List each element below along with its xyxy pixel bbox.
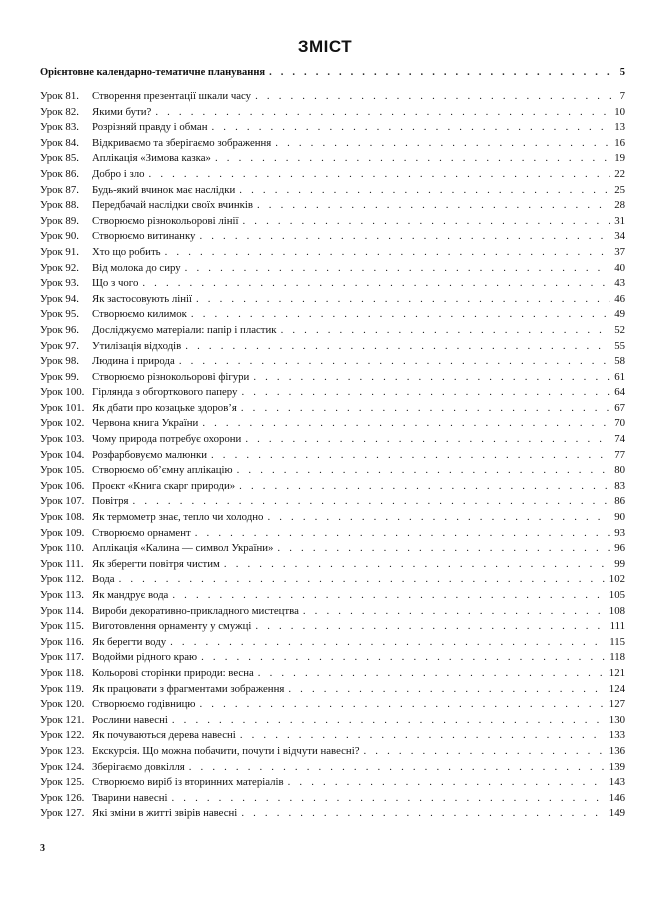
dot-leader xyxy=(241,806,604,822)
toc-lesson-title: Створення презентації шкали часу xyxy=(92,90,252,102)
toc-lesson-title: Червона книга України xyxy=(92,417,199,430)
dot-leader xyxy=(241,401,610,417)
dot-leader xyxy=(172,713,605,729)
dot-leader xyxy=(255,619,605,635)
toc-page-number: 108 xyxy=(608,604,625,617)
toc-lesson-label: Урок 88. xyxy=(40,199,79,212)
toc-lesson-title: Проєкт «Книга скарг природи» xyxy=(92,479,236,492)
toc-lesson-label: Урок 120. xyxy=(40,698,85,711)
toc-row[interactable] xyxy=(40,541,625,557)
dot-leader xyxy=(211,448,610,464)
toc-lesson-title: Створюємо виріб із вторинних матеріалів xyxy=(92,776,284,789)
toc-lesson-label: Урок 108. xyxy=(40,511,85,524)
toc-lesson-title: Створюємо об’ємну аплікацію xyxy=(92,464,233,477)
dot-leader xyxy=(257,198,610,214)
page-title: ЗМІСТ xyxy=(297,37,353,56)
toc-lesson-label: Урок 95. xyxy=(40,308,79,321)
toc-lesson-title: Вироби декоративно-прикладного мистецтва xyxy=(92,604,299,617)
toc-lesson-title: Як дбати про козацьке здоров’я xyxy=(92,401,237,414)
toc-page-number: 139 xyxy=(608,760,625,773)
dot-leader xyxy=(142,276,610,292)
toc-lesson-title: Гірлянда з обгорткового паперу xyxy=(92,386,238,399)
toc-page-number: 80 xyxy=(614,464,625,477)
toc-page-number: 28 xyxy=(614,199,625,212)
toc-page-number: 13 xyxy=(614,121,625,134)
toc-page-number: 121 xyxy=(608,666,625,679)
toc-row[interactable] xyxy=(40,448,625,464)
toc-page-number: 22 xyxy=(614,167,625,180)
toc-page-number: 93 xyxy=(614,526,625,539)
toc-page-number: 52 xyxy=(614,323,625,336)
toc-row[interactable] xyxy=(40,261,625,277)
toc-lesson-label: Урок 110. xyxy=(40,542,84,555)
toc-lesson-label: Урок 104. xyxy=(40,448,85,461)
dot-leader xyxy=(288,682,604,698)
toc-lesson-title: Як застосовують лінії xyxy=(92,292,192,305)
toc-lesson-label: Урок 107. xyxy=(40,495,85,508)
toc-row[interactable] xyxy=(40,198,625,214)
toc-page-number: 90 xyxy=(614,511,625,524)
toc-page-number: 146 xyxy=(608,791,625,804)
toc-row[interactable] xyxy=(40,526,625,542)
toc-lesson-label: Урок 125. xyxy=(40,776,85,789)
toc-lesson-title: Рослини навесні xyxy=(92,713,168,726)
toc-row[interactable] xyxy=(40,760,625,776)
dot-leader xyxy=(155,105,610,121)
toc-lesson-title: Передбачай наслідки своїх вчинків xyxy=(92,199,253,212)
toc-lesson-label: Урок 103. xyxy=(40,433,85,446)
toc-lesson-title: Виготовлення орнаменту у смужці xyxy=(92,620,252,633)
toc-page-number: 25 xyxy=(614,183,625,196)
dot-leader xyxy=(258,666,605,682)
toc-lesson-label: Урок 101. xyxy=(40,401,85,414)
toc-row[interactable] xyxy=(40,229,625,245)
toc-lesson-label: Урок 96. xyxy=(40,323,79,336)
toc-row[interactable] xyxy=(40,105,625,121)
toc-lesson-title: Вода xyxy=(92,573,115,586)
toc-lesson-label: Урок 83. xyxy=(40,121,79,134)
dot-leader xyxy=(275,136,610,152)
toc-lesson-label: Урок 92. xyxy=(40,261,79,274)
page-number: 3 xyxy=(40,843,45,854)
toc-page-number: 64 xyxy=(614,386,625,399)
toc-row[interactable] xyxy=(40,323,625,339)
toc-page-number: 61 xyxy=(614,370,625,383)
toc-lesson-title: Екскурсія. Що можна побачити, почути і відчути навесні? xyxy=(92,744,360,757)
dot-leader xyxy=(239,183,610,199)
toc-page-number: 49 xyxy=(614,308,625,321)
toc-row[interactable] xyxy=(40,276,625,292)
toc-lesson-title: Утилізація відходів xyxy=(92,339,182,352)
toc-row[interactable] xyxy=(40,339,625,355)
toc-page-number: 133 xyxy=(608,729,625,742)
toc-lesson-title: Аплікація «Калина — символ України» xyxy=(92,542,274,555)
toc-lesson-label: Урок 124. xyxy=(40,760,85,773)
dot-leader xyxy=(253,370,610,386)
dot-leader xyxy=(239,479,610,495)
toc-lesson-title: Розрізняй правду і обман xyxy=(92,121,208,134)
toc-page-number: 31 xyxy=(614,214,625,227)
toc-planning-title: Орієнтовне календарно-тематичне планування xyxy=(40,67,266,78)
dot-leader xyxy=(215,151,610,167)
dot-leader xyxy=(237,463,611,479)
toc-lesson-title: Що з чого xyxy=(92,277,139,290)
toc-page-number: 7 xyxy=(619,90,625,102)
toc-lesson-label: Урок 114. xyxy=(40,604,84,617)
toc-lesson-label: Урок 90. xyxy=(40,230,79,243)
toc-page-number: 99 xyxy=(614,557,625,570)
toc-page-number: 34 xyxy=(614,230,625,243)
toc-page-number: 77 xyxy=(614,448,625,461)
toc-page-number: 86 xyxy=(614,495,625,508)
toc-page-number: 127 xyxy=(608,698,625,711)
toc-page-number: 105 xyxy=(608,589,625,601)
toc-lesson-title: Хто що робить xyxy=(92,245,161,258)
toc-lesson-title: Досліджуємо матеріали: папір і пластик xyxy=(92,323,277,336)
toc-row[interactable] xyxy=(40,557,625,573)
toc-lesson-title: Як термометр знає, тепло чи холодно xyxy=(92,511,264,524)
toc-row[interactable] xyxy=(40,432,625,448)
toc-lesson-label: Урок 127. xyxy=(40,807,85,820)
toc-list xyxy=(40,89,625,822)
dot-leader xyxy=(196,292,610,308)
toc-row[interactable] xyxy=(40,120,625,136)
toc-lesson-label: Урок 89. xyxy=(40,214,79,227)
toc-page-number: 16 xyxy=(614,136,625,149)
toc-row[interactable] xyxy=(40,604,625,620)
toc-lesson-title: Повітря xyxy=(92,495,129,508)
dot-leader xyxy=(171,791,604,807)
toc-page-number: 124 xyxy=(608,682,625,695)
dot-leader xyxy=(288,775,605,791)
toc-lesson-label: Урок 111. xyxy=(40,557,84,570)
toc-row[interactable] xyxy=(40,744,625,760)
toc-lesson-label: Урок 115. xyxy=(40,620,84,633)
toc-lesson-title: Як почуваються дерева навесні xyxy=(92,729,236,742)
toc-lesson-title: Аплікація «Зимова казка» xyxy=(92,152,211,165)
toc-lesson-title: Кольорові сторінки природи: весна xyxy=(92,666,254,679)
toc-page-number: 19 xyxy=(614,152,625,165)
toc-lesson-title: Розфарбовуємо малюнки xyxy=(92,448,207,461)
toc-row[interactable] xyxy=(40,588,625,604)
dot-leader xyxy=(255,89,616,105)
dot-leader xyxy=(149,167,611,183)
dot-leader xyxy=(212,120,611,136)
toc-planning-page: 5 xyxy=(619,67,625,78)
toc-lesson-label: Урок 94. xyxy=(40,292,79,305)
toc-lesson-title: Створюємо годівницю xyxy=(92,698,196,711)
dot-leader xyxy=(170,635,605,651)
toc-row[interactable] xyxy=(40,416,625,432)
toc-lesson-label: Урок 100. xyxy=(40,386,85,399)
toc-row[interactable] xyxy=(40,666,625,682)
toc-lesson-label: Урок 82. xyxy=(40,105,79,118)
toc-lesson-title: Будь-який вчинок має наслідки xyxy=(92,183,236,196)
toc-lesson-label: Урок 109. xyxy=(40,526,85,539)
toc-page-number: 40 xyxy=(614,261,625,274)
toc-row[interactable] xyxy=(40,385,625,401)
dot-leader xyxy=(243,214,611,230)
toc-lesson-label: Урок 93. xyxy=(40,277,79,290)
toc-lesson-label: Урок 121. xyxy=(40,713,85,726)
toc-lesson-title: Як мандрує вода xyxy=(92,589,169,601)
dot-leader xyxy=(119,572,605,588)
toc-row[interactable] xyxy=(40,479,625,495)
toc-lesson-label: Урок 84. xyxy=(40,136,79,149)
dot-leader xyxy=(364,744,605,760)
toc-row[interactable] xyxy=(40,214,625,230)
toc-row[interactable] xyxy=(40,463,625,479)
dot-leader xyxy=(165,245,611,261)
toc-row[interactable] xyxy=(40,806,625,822)
toc-lesson-label: Урок 97. xyxy=(40,339,79,352)
toc-row[interactable] xyxy=(40,791,625,807)
toc-row[interactable] xyxy=(40,307,625,323)
toc-lesson-title: Як зберегти повітря чистим xyxy=(92,557,220,570)
dot-leader xyxy=(199,697,604,713)
toc-lesson-label: Урок 126. xyxy=(40,791,85,804)
toc-lesson-title: Створюємо килимок xyxy=(92,308,187,321)
toc-row[interactable] xyxy=(40,245,625,261)
toc-lesson-label: Урок 87. xyxy=(40,183,79,196)
toc-row[interactable] xyxy=(40,292,625,308)
toc-lesson-title: Тварини навесні xyxy=(92,791,168,804)
dot-leader xyxy=(224,557,610,573)
dot-leader xyxy=(269,66,616,80)
toc-row[interactable] xyxy=(40,713,625,729)
toc-lesson-label: Урок 99. xyxy=(40,370,79,383)
toc-row[interactable] xyxy=(40,635,625,651)
toc-row[interactable] xyxy=(40,151,625,167)
toc-page-number: 118 xyxy=(609,651,625,664)
toc-page-number: 67 xyxy=(614,401,625,414)
toc-lesson-title: Створюємо різнокольорові фігури xyxy=(92,370,250,383)
toc-page-number: 149 xyxy=(608,807,625,820)
dot-leader xyxy=(189,760,605,776)
toc-lesson-label: Урок 118. xyxy=(40,666,84,679)
toc-lesson-title: Як берегти воду xyxy=(92,635,167,648)
toc-row[interactable] xyxy=(40,728,625,744)
dot-leader xyxy=(240,728,605,744)
toc-row[interactable] xyxy=(40,650,625,666)
dot-leader xyxy=(202,416,610,432)
toc-lesson-label: Урок 98. xyxy=(40,355,79,368)
toc-lesson-title: Від молока до сиру xyxy=(92,261,181,274)
toc-page-number: 43 xyxy=(614,277,625,290)
toc-row[interactable] xyxy=(40,572,625,588)
toc-lesson-title: Зберігаємо довкілля xyxy=(92,760,185,773)
toc-page-number: 143 xyxy=(608,776,625,789)
toc-page-number: 37 xyxy=(614,245,625,258)
toc-row[interactable] xyxy=(40,370,625,386)
toc-row[interactable] xyxy=(40,510,625,526)
toc-row[interactable] xyxy=(40,682,625,698)
toc-row[interactable] xyxy=(40,183,625,199)
toc-lesson-title: Як працювати з фрагментами зображення xyxy=(92,682,285,695)
toc-page-number: 10 xyxy=(614,105,625,118)
toc-page-number: 70 xyxy=(614,417,625,430)
toc-row[interactable] xyxy=(40,401,625,417)
dot-leader xyxy=(172,588,604,604)
dot-leader xyxy=(185,339,610,355)
toc-page-number: 115 xyxy=(609,635,625,648)
toc-page-number: 74 xyxy=(614,433,625,446)
toc-page-number: 83 xyxy=(614,479,625,492)
toc-lesson-label: Урок 81. xyxy=(40,90,79,102)
dot-leader xyxy=(281,323,611,339)
toc-page-number: 58 xyxy=(614,355,625,368)
dot-leader xyxy=(201,650,605,666)
toc-lesson-title: Створюємо орнамент xyxy=(92,526,191,539)
toc-lesson-title: Добро і зло xyxy=(92,167,145,180)
toc-page-number: 55 xyxy=(614,339,625,352)
toc-lesson-label: Урок 112. xyxy=(40,573,84,586)
toc-row[interactable] xyxy=(40,697,625,713)
toc-lesson-label: Урок 91. xyxy=(40,245,79,258)
dot-leader xyxy=(179,354,610,370)
dot-leader xyxy=(199,229,610,245)
toc-lesson-label: Урок 117. xyxy=(40,651,84,664)
dot-leader xyxy=(277,541,610,557)
dot-leader xyxy=(191,307,610,323)
toc-page-number: 46 xyxy=(614,292,625,305)
toc-lesson-label: Урок 113. xyxy=(40,589,84,601)
toc-lesson-title: Чому природа потребує охорони xyxy=(92,433,242,446)
toc-row[interactable] xyxy=(40,354,625,370)
dot-leader xyxy=(303,604,605,620)
toc-lesson-label: Урок 122. xyxy=(40,729,85,742)
toc-row[interactable] xyxy=(40,619,625,635)
toc-lesson-title: Створюємо різнокольорові лінії xyxy=(92,214,239,227)
toc-lesson-title: Відкриваємо та зберігаємо зображення xyxy=(92,136,272,149)
toc-page-number: 111 xyxy=(609,620,625,633)
toc-lesson-label: Урок 85. xyxy=(40,152,79,165)
toc-lesson-label: Урок 105. xyxy=(40,464,85,477)
toc-lesson-title: Створюємо витинанку xyxy=(92,230,196,243)
toc-lesson-label: Урок 119. xyxy=(40,682,84,695)
toc-lesson-title: Які зміни в житті звірів навесні xyxy=(92,807,238,820)
dot-leader xyxy=(241,385,610,401)
toc-lesson-label: Урок 106. xyxy=(40,479,85,492)
toc-lesson-title: Водойми рідного краю xyxy=(92,651,198,664)
dot-leader xyxy=(245,432,610,448)
toc-row[interactable] xyxy=(40,89,625,105)
toc-page-number: 96 xyxy=(614,542,625,555)
dot-leader xyxy=(195,526,610,542)
toc-page-number: 136 xyxy=(608,744,625,757)
dot-leader xyxy=(185,261,611,277)
toc-lesson-title: Людина і природа xyxy=(92,355,175,368)
toc-lesson-label: Урок 116. xyxy=(40,635,84,648)
toc-page-number: 130 xyxy=(608,713,625,726)
dot-leader xyxy=(267,510,610,526)
toc-lesson-label: Урок 123. xyxy=(40,744,85,757)
toc-lesson-label: Урок 86. xyxy=(40,167,79,180)
toc-row[interactable] xyxy=(40,167,625,183)
toc-page-number: 102 xyxy=(608,573,625,586)
toc-row[interactable] xyxy=(40,775,625,791)
toc-planning-row[interactable] xyxy=(40,66,625,80)
dot-leader xyxy=(133,494,611,510)
toc-row[interactable] xyxy=(40,494,625,510)
toc-lesson-title: Якими бути? xyxy=(92,105,152,118)
toc-row[interactable] xyxy=(40,136,625,152)
toc-lesson-label: Урок 102. xyxy=(40,417,85,430)
